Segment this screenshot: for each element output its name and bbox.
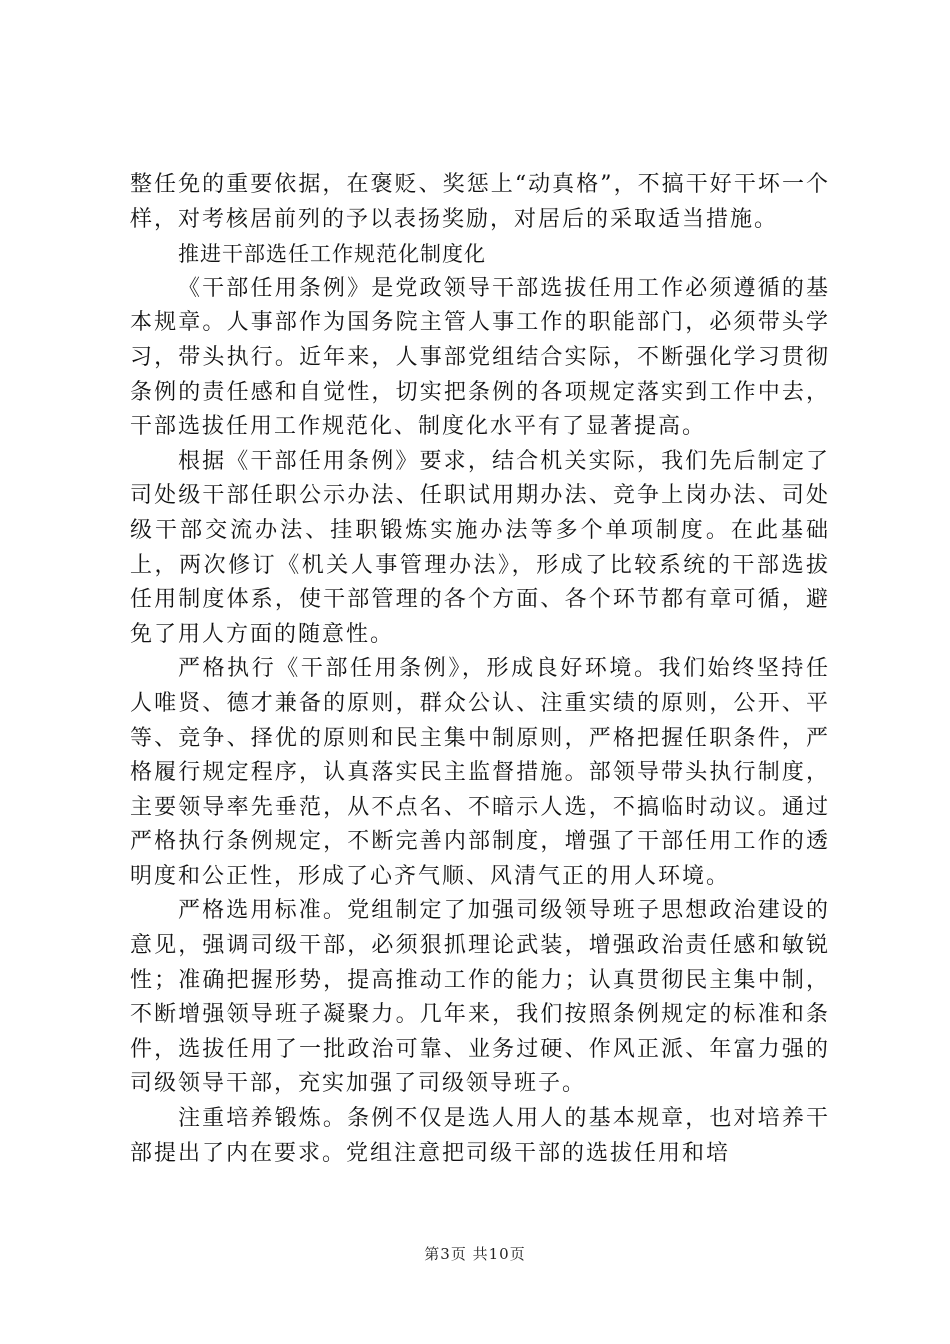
page-number-footer: 第3页 共10页	[424, 1245, 526, 1263]
paragraph: 根据《干部任用条例》要求，结合机关实际，我们先后制定了司处级干部任职公示办法、任职试用期办法、竞争上岗办法、司处级干部交流办法、挂职锻炼实施办法等多个单项制度。在此基础上，两次修订《机关人事管理办法》，形成了比较系统的干部选拔任用制度体系，使干部管理的各个方面、各个环节都有章可循，避免了用人方面的随意性。	[130, 448, 830, 647]
paragraph: 严格执行《干部任用条例》，形成良好环境。我们始终坚持任人唯贤、德才兼备的原则，群众公认、注重实绩的原则，公开、平等、竞争、择优的原则和民主集中制原则，严格把握任职条件，严格履行规定程序，认真落实民主监督措施。部领导带头执行制度，主要领导率先垂范，从不点名、不暗示人选，不搞临时动议。通过严格执行条例规定，不断完善内部制度，增强了干部任用工作的透明度和公正性，形成了心齐气顺、风清气正的用人环境。	[130, 656, 830, 889]
paragraph-continuation: 整任免的重要依据，在褒贬、奖惩上“动真格”，不搞干好干坏一个样，对考核居前列的予以表扬奖励，对居后的采取适当措施。	[130, 172, 830, 232]
paragraph: 严格选用标准。党组制定了加强司级领导班子思想政治建设的意见，强调司级干部，必须狠抓理论武装，增强政治责任感和敏锐性；准确把握形势，提高推动工作的能力；认真贯彻民主集中制，不断增强领导班子凝聚力。几年来，我们按照条例规定的标准和条件，选拔任用了一批政治可靠、业务过硬、作风正派、年富力强的司级领导干部，充实加强了司级领导班子。	[130, 898, 830, 1097]
paragraph: 注重培养锻炼。条例不仅是选人用人的基本规章，也对培养干部提出了内在要求。党组注意把司级干部的选拔任用和培	[130, 1106, 830, 1166]
paragraph: 《干部任用条例》是党政领导干部选拔任用工作必须遵循的基本规章。人事部作为国务院主管人事工作的职能部门，必须带头学习，带头执行。近年来，人事部党组结合实际，不断强化学习贯彻条例的责任感和自觉性，切实把条例的各项规定落实到工作中去，干部选拔任用工作规范化、制度化水平有了显著提高。	[130, 275, 830, 440]
section-heading: 推进干部选任工作规范化制度化	[178, 242, 486, 267]
document-body	[130, 168, 830, 1171]
